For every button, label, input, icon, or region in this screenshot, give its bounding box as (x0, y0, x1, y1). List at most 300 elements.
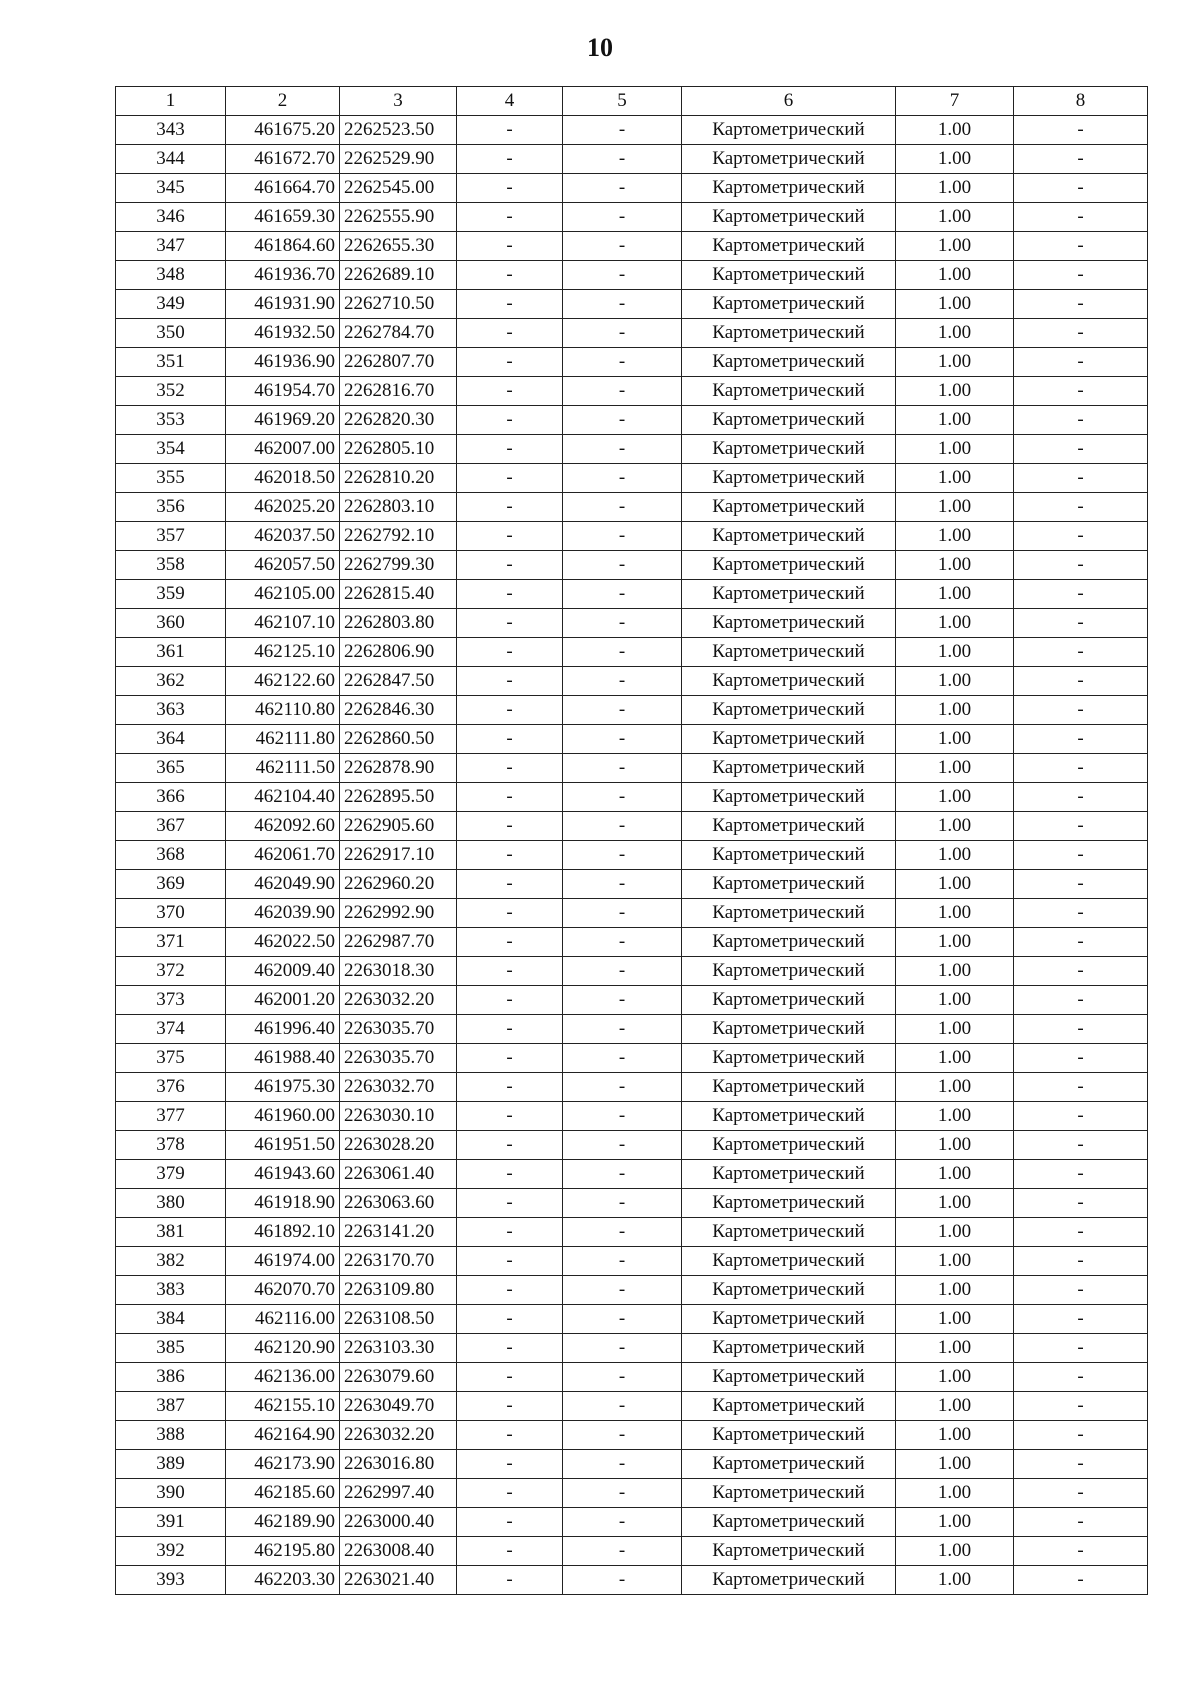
column-4-cell: - (457, 696, 563, 725)
accuracy-cell: 1.00 (896, 1073, 1014, 1102)
column-4-cell: - (457, 435, 563, 464)
accuracy-cell: 1.00 (896, 812, 1014, 841)
point-number-cell: 355 (116, 464, 226, 493)
column-8-cell: - (1014, 899, 1148, 928)
column-5-cell: - (563, 1363, 682, 1392)
column-4-cell: - (457, 1276, 563, 1305)
point-number-cell: 351 (116, 348, 226, 377)
method-cell: Картометрический (682, 1218, 896, 1247)
column-5-cell: - (563, 1160, 682, 1189)
method-cell: Картометрический (682, 667, 896, 696)
column-4-cell: - (457, 899, 563, 928)
column-5-cell: - (563, 725, 682, 754)
point-number-cell: 367 (116, 812, 226, 841)
method-cell: Картометрический (682, 1160, 896, 1189)
column-8-cell: - (1014, 1334, 1148, 1363)
method-cell: Картометрический (682, 1276, 896, 1305)
y-coordinate-cell: 2263141.20 (340, 1218, 457, 1247)
method-cell: Картометрический (682, 1566, 896, 1595)
method-cell: Картометрический (682, 1305, 896, 1334)
column-4-cell: - (457, 145, 563, 174)
method-cell: Картометрический (682, 812, 896, 841)
accuracy-cell: 1.00 (896, 783, 1014, 812)
column-4-cell: - (457, 1537, 563, 1566)
column-5-cell: - (563, 174, 682, 203)
y-coordinate-cell: 2263061.40 (340, 1160, 457, 1189)
column-5-cell: - (563, 580, 682, 609)
point-number-cell: 382 (116, 1247, 226, 1276)
table-row (116, 319, 1148, 348)
accuracy-cell: 1.00 (896, 319, 1014, 348)
accuracy-cell: 1.00 (896, 1479, 1014, 1508)
table-row (116, 580, 1148, 609)
column-4-cell: - (457, 1044, 563, 1073)
x-coordinate-cell: 462018.50 (226, 464, 340, 493)
accuracy-cell: 1.00 (896, 464, 1014, 493)
point-number-cell: 362 (116, 667, 226, 696)
x-coordinate-cell: 462110.80 (226, 696, 340, 725)
column-5-cell: - (563, 1073, 682, 1102)
column-5-cell: - (563, 493, 682, 522)
column-8-cell: - (1014, 957, 1148, 986)
column-8-cell: - (1014, 1015, 1148, 1044)
column-8-cell: - (1014, 522, 1148, 551)
accuracy-cell: 1.00 (896, 870, 1014, 899)
method-cell: Картометрический (682, 928, 896, 957)
method-cell: Картометрический (682, 725, 896, 754)
method-cell: Картометрический (682, 290, 896, 319)
column-8-cell: - (1014, 377, 1148, 406)
y-coordinate-cell: 2262847.50 (340, 667, 457, 696)
point-number-cell: 378 (116, 1131, 226, 1160)
x-coordinate-cell: 462001.20 (226, 986, 340, 1015)
x-coordinate-cell: 462173.90 (226, 1450, 340, 1479)
accuracy-cell: 1.00 (896, 986, 1014, 1015)
accuracy-cell: 1.00 (896, 957, 1014, 986)
method-cell: Картометрический (682, 174, 896, 203)
method-cell: Картометрический (682, 870, 896, 899)
method-cell: Картометрический (682, 696, 896, 725)
y-coordinate-cell: 2262960.20 (340, 870, 457, 899)
accuracy-cell: 1.00 (896, 116, 1014, 145)
table-row (116, 1421, 1148, 1450)
point-number-cell: 348 (116, 261, 226, 290)
accuracy-cell: 1.00 (896, 754, 1014, 783)
table-row (116, 783, 1148, 812)
y-coordinate-cell: 2262529.90 (340, 145, 457, 174)
table-row (116, 145, 1148, 174)
column-4-cell: - (457, 1131, 563, 1160)
column-8-cell: - (1014, 1044, 1148, 1073)
table-row (116, 696, 1148, 725)
table-row (116, 1160, 1148, 1189)
column-4-cell: - (457, 1450, 563, 1479)
x-coordinate-cell: 461969.20 (226, 406, 340, 435)
accuracy-cell: 1.00 (896, 377, 1014, 406)
method-cell: Картометрический (682, 145, 896, 174)
column-8-cell: - (1014, 667, 1148, 696)
table-row (116, 1479, 1148, 1508)
column-5-cell: - (563, 1508, 682, 1537)
column-8-cell: - (1014, 1421, 1148, 1450)
column-4-cell: - (457, 1305, 563, 1334)
column-4-cell: - (457, 348, 563, 377)
method-cell: Картометрический (682, 1392, 896, 1421)
column-8-cell: - (1014, 203, 1148, 232)
column-4-cell: - (457, 1102, 563, 1131)
column-5-cell: - (563, 145, 682, 174)
column-8-cell: - (1014, 348, 1148, 377)
y-coordinate-cell: 2263109.80 (340, 1276, 457, 1305)
x-coordinate-cell: 462189.90 (226, 1508, 340, 1537)
column-4-cell: - (457, 1421, 563, 1450)
point-number-cell: 343 (116, 116, 226, 145)
y-coordinate-cell: 2263028.20 (340, 1131, 457, 1160)
method-cell: Картометрический (682, 1189, 896, 1218)
column-5-cell: - (563, 1276, 682, 1305)
column-5-cell: - (563, 812, 682, 841)
column-8-cell: - (1014, 435, 1148, 464)
accuracy-cell: 1.00 (896, 493, 1014, 522)
method-cell: Картометрический (682, 551, 896, 580)
x-coordinate-cell: 462057.50 (226, 551, 340, 580)
table-row (116, 1508, 1148, 1537)
table-row (116, 1305, 1148, 1334)
x-coordinate-cell: 461931.90 (226, 290, 340, 319)
column-4-cell: - (457, 1508, 563, 1537)
accuracy-cell: 1.00 (896, 1160, 1014, 1189)
column-4-cell: - (457, 116, 563, 145)
table-row (116, 1537, 1148, 1566)
y-coordinate-cell: 2262810.20 (340, 464, 457, 493)
column-header: 2 (226, 87, 340, 116)
y-coordinate-cell: 2262803.10 (340, 493, 457, 522)
y-coordinate-cell: 2263008.40 (340, 1537, 457, 1566)
table-row (116, 725, 1148, 754)
column-8-cell: - (1014, 696, 1148, 725)
method-cell: Картометрический (682, 1508, 896, 1537)
point-number-cell: 368 (116, 841, 226, 870)
y-coordinate-cell: 2262792.10 (340, 522, 457, 551)
x-coordinate-cell: 462164.90 (226, 1421, 340, 1450)
column-4-cell: - (457, 261, 563, 290)
point-number-cell: 381 (116, 1218, 226, 1247)
x-coordinate-cell: 461936.70 (226, 261, 340, 290)
column-5-cell: - (563, 261, 682, 290)
point-number-cell: 371 (116, 928, 226, 957)
point-number-cell: 354 (116, 435, 226, 464)
table-row (116, 493, 1148, 522)
table-row (116, 1015, 1148, 1044)
column-8-cell: - (1014, 812, 1148, 841)
column-8-cell: - (1014, 1131, 1148, 1160)
x-coordinate-cell: 461675.20 (226, 116, 340, 145)
y-coordinate-cell: 2263049.70 (340, 1392, 457, 1421)
column-8-cell: - (1014, 580, 1148, 609)
x-coordinate-cell: 461932.50 (226, 319, 340, 348)
accuracy-cell: 1.00 (896, 1189, 1014, 1218)
accuracy-cell: 1.00 (896, 1537, 1014, 1566)
column-5-cell: - (563, 377, 682, 406)
column-5-cell: - (563, 957, 682, 986)
column-header: 7 (896, 87, 1014, 116)
method-cell: Картометрический (682, 261, 896, 290)
column-5-cell: - (563, 203, 682, 232)
column-header: 8 (1014, 87, 1148, 116)
table-row (116, 870, 1148, 899)
y-coordinate-cell: 2263035.70 (340, 1044, 457, 1073)
column-8-cell: - (1014, 174, 1148, 203)
method-cell: Картометрический (682, 899, 896, 928)
column-5-cell: - (563, 1479, 682, 1508)
column-8-cell: - (1014, 1508, 1148, 1537)
y-coordinate-cell: 2263170.70 (340, 1247, 457, 1276)
table-row (116, 1566, 1148, 1595)
column-5-cell: - (563, 870, 682, 899)
point-number-cell: 345 (116, 174, 226, 203)
x-coordinate-cell: 461975.30 (226, 1073, 340, 1102)
column-8-cell: - (1014, 1218, 1148, 1247)
column-5-cell: - (563, 986, 682, 1015)
accuracy-cell: 1.00 (896, 1247, 1014, 1276)
column-header: 5 (563, 87, 682, 116)
table-row (116, 377, 1148, 406)
x-coordinate-cell: 462111.50 (226, 754, 340, 783)
column-8-cell: - (1014, 986, 1148, 1015)
accuracy-cell: 1.00 (896, 1102, 1014, 1131)
column-8-cell: - (1014, 1276, 1148, 1305)
column-8-cell: - (1014, 783, 1148, 812)
point-number-cell: 385 (116, 1334, 226, 1363)
column-5-cell: - (563, 1305, 682, 1334)
accuracy-cell: 1.00 (896, 841, 1014, 870)
column-header: 3 (340, 87, 457, 116)
column-5-cell: - (563, 899, 682, 928)
method-cell: Картометрический (682, 1073, 896, 1102)
x-coordinate-cell: 462022.50 (226, 928, 340, 957)
x-coordinate-cell: 461936.90 (226, 348, 340, 377)
method-cell: Картометрический (682, 319, 896, 348)
column-8-cell: - (1014, 1479, 1148, 1508)
method-cell: Картометрический (682, 1247, 896, 1276)
y-coordinate-cell: 2263016.80 (340, 1450, 457, 1479)
column-4-cell: - (457, 986, 563, 1015)
column-5-cell: - (563, 1537, 682, 1566)
table-body (116, 116, 1148, 1595)
point-number-cell: 347 (116, 232, 226, 261)
accuracy-cell: 1.00 (896, 1566, 1014, 1595)
y-coordinate-cell: 2262799.30 (340, 551, 457, 580)
accuracy-cell: 1.00 (896, 1276, 1014, 1305)
table-row (116, 638, 1148, 667)
y-coordinate-cell: 2262917.10 (340, 841, 457, 870)
x-coordinate-cell: 461960.00 (226, 1102, 340, 1131)
method-cell: Картометрический (682, 203, 896, 232)
x-coordinate-cell: 461996.40 (226, 1015, 340, 1044)
method-cell: Картометрический (682, 1131, 896, 1160)
column-4-cell: - (457, 290, 563, 319)
point-number-cell: 380 (116, 1189, 226, 1218)
accuracy-cell: 1.00 (896, 1131, 1014, 1160)
x-coordinate-cell: 462136.00 (226, 1363, 340, 1392)
table-row (116, 290, 1148, 319)
y-coordinate-cell: 2262816.70 (340, 377, 457, 406)
x-coordinate-cell: 461954.70 (226, 377, 340, 406)
y-coordinate-cell: 2262803.80 (340, 609, 457, 638)
column-4-cell: - (457, 1247, 563, 1276)
column-5-cell: - (563, 928, 682, 957)
method-cell: Картометрический (682, 116, 896, 145)
accuracy-cell: 1.00 (896, 1334, 1014, 1363)
method-cell: Картометрический (682, 754, 896, 783)
column-header: 6 (682, 87, 896, 116)
x-coordinate-cell: 462105.00 (226, 580, 340, 609)
table-row (116, 609, 1148, 638)
column-4-cell: - (457, 928, 563, 957)
column-4-cell: - (457, 1363, 563, 1392)
accuracy-cell: 1.00 (896, 406, 1014, 435)
accuracy-cell: 1.00 (896, 1508, 1014, 1537)
column-4-cell: - (457, 377, 563, 406)
column-8-cell: - (1014, 754, 1148, 783)
method-cell: Картометрический (682, 435, 896, 464)
x-coordinate-cell: 462025.20 (226, 493, 340, 522)
column-8-cell: - (1014, 638, 1148, 667)
x-coordinate-cell: 461864.60 (226, 232, 340, 261)
column-4-cell: - (457, 1015, 563, 1044)
column-5-cell: - (563, 638, 682, 667)
table-row (116, 435, 1148, 464)
point-number-cell: 373 (116, 986, 226, 1015)
column-4-cell: - (457, 1334, 563, 1363)
column-4-cell: - (457, 174, 563, 203)
accuracy-cell: 1.00 (896, 145, 1014, 174)
accuracy-cell: 1.00 (896, 435, 1014, 464)
column-8-cell: - (1014, 725, 1148, 754)
column-5-cell: - (563, 1247, 682, 1276)
y-coordinate-cell: 2262997.40 (340, 1479, 457, 1508)
column-8-cell: - (1014, 1392, 1148, 1421)
accuracy-cell: 1.00 (896, 203, 1014, 232)
column-5-cell: - (563, 609, 682, 638)
x-coordinate-cell: 462116.00 (226, 1305, 340, 1334)
point-number-cell: 393 (116, 1566, 226, 1595)
point-number-cell: 344 (116, 145, 226, 174)
column-5-cell: - (563, 435, 682, 464)
point-number-cell: 370 (116, 899, 226, 928)
method-cell: Картометрический (682, 609, 896, 638)
y-coordinate-cell: 2262895.50 (340, 783, 457, 812)
method-cell: Картометрический (682, 1450, 896, 1479)
accuracy-cell: 1.00 (896, 1015, 1014, 1044)
table-row (116, 464, 1148, 493)
method-cell: Картометрический (682, 232, 896, 261)
table-row (116, 522, 1148, 551)
table-row (116, 1450, 1148, 1479)
column-4-cell: - (457, 1566, 563, 1595)
column-8-cell: - (1014, 261, 1148, 290)
method-cell: Картометрический (682, 1479, 896, 1508)
point-number-cell: 389 (116, 1450, 226, 1479)
y-coordinate-cell: 2263103.30 (340, 1334, 457, 1363)
accuracy-cell: 1.00 (896, 1218, 1014, 1247)
point-number-cell: 390 (116, 1479, 226, 1508)
method-cell: Картометрический (682, 986, 896, 1015)
column-4-cell: - (457, 232, 563, 261)
accuracy-cell: 1.00 (896, 1421, 1014, 1450)
x-coordinate-cell: 462070.70 (226, 1276, 340, 1305)
column-8-cell: - (1014, 928, 1148, 957)
column-5-cell: - (563, 1450, 682, 1479)
method-cell: Картометрический (682, 406, 896, 435)
accuracy-cell: 1.00 (896, 1044, 1014, 1073)
point-number-cell: 374 (116, 1015, 226, 1044)
column-4-cell: - (457, 493, 563, 522)
y-coordinate-cell: 2263000.40 (340, 1508, 457, 1537)
x-coordinate-cell: 462037.50 (226, 522, 340, 551)
column-4-cell: - (457, 522, 563, 551)
method-cell: Картометрический (682, 464, 896, 493)
point-number-cell: 377 (116, 1102, 226, 1131)
table-row (116, 667, 1148, 696)
accuracy-cell: 1.00 (896, 522, 1014, 551)
column-header: 4 (457, 87, 563, 116)
x-coordinate-cell: 462049.90 (226, 870, 340, 899)
table-row (116, 348, 1148, 377)
column-5-cell: - (563, 1044, 682, 1073)
x-coordinate-cell: 461672.70 (226, 145, 340, 174)
x-coordinate-cell: 462185.60 (226, 1479, 340, 1508)
column-5-cell: - (563, 319, 682, 348)
y-coordinate-cell: 2263030.10 (340, 1102, 457, 1131)
table-row (116, 841, 1148, 870)
accuracy-cell: 1.00 (896, 1450, 1014, 1479)
y-coordinate-cell: 2263018.30 (340, 957, 457, 986)
method-cell: Картометрический (682, 522, 896, 551)
accuracy-cell: 1.00 (896, 232, 1014, 261)
x-coordinate-cell: 461974.00 (226, 1247, 340, 1276)
method-cell: Картометрический (682, 1334, 896, 1363)
coordinates-table (115, 86, 1148, 1595)
accuracy-cell: 1.00 (896, 261, 1014, 290)
column-8-cell: - (1014, 551, 1148, 580)
column-5-cell: - (563, 1189, 682, 1218)
column-4-cell: - (457, 1479, 563, 1508)
y-coordinate-cell: 2262555.90 (340, 203, 457, 232)
column-5-cell: - (563, 290, 682, 319)
table-row (116, 899, 1148, 928)
y-coordinate-cell: 2262992.90 (340, 899, 457, 928)
column-4-cell: - (457, 406, 563, 435)
table-row (116, 1044, 1148, 1073)
point-number-cell: 376 (116, 1073, 226, 1102)
x-coordinate-cell: 462125.10 (226, 638, 340, 667)
point-number-cell: 356 (116, 493, 226, 522)
y-coordinate-cell: 2262545.00 (340, 174, 457, 203)
column-5-cell: - (563, 232, 682, 261)
header-row (116, 87, 1148, 116)
column-8-cell: - (1014, 464, 1148, 493)
accuracy-cell: 1.00 (896, 348, 1014, 377)
point-number-cell: 353 (116, 406, 226, 435)
column-4-cell: - (457, 1073, 563, 1102)
column-8-cell: - (1014, 1363, 1148, 1392)
x-coordinate-cell: 461951.50 (226, 1131, 340, 1160)
table-row (116, 1247, 1148, 1276)
accuracy-cell: 1.00 (896, 667, 1014, 696)
point-number-cell: 349 (116, 290, 226, 319)
method-cell: Картометрический (682, 1421, 896, 1450)
